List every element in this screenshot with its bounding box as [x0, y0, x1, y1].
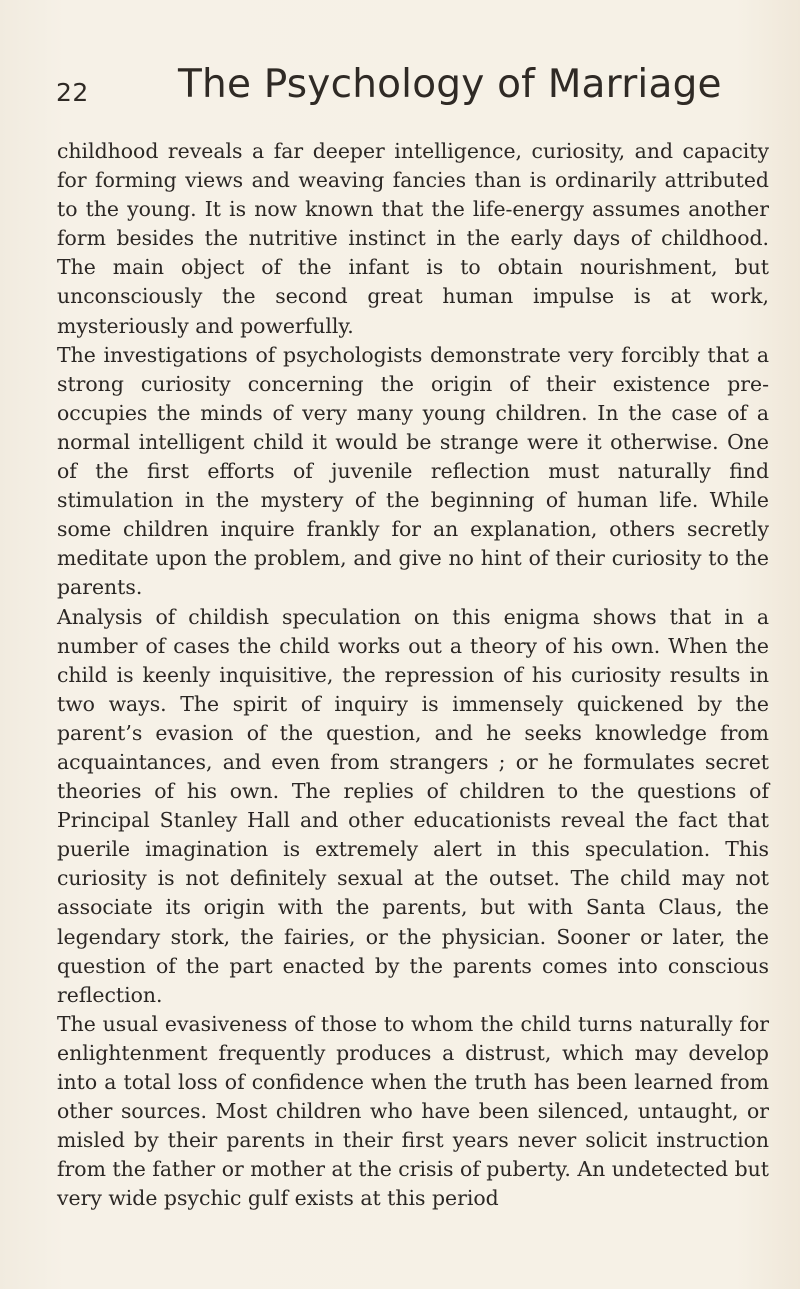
running-title: The Psychology of Marriage [178, 62, 722, 107]
paragraph: The usual evasiveness of those to whom the child turns naturally for enlightenment frequently produces a distrust, which may develop into a total loss of confidence when the truth has been learned from other sources. Most children who have been silenced, untaught, or misled by their parents in their first years never solicit instruction from the father or mother at the crisis of puberty. An undetected but very wide psychic gulf exists at this period [57, 1011, 769, 1211]
paragraph: childhood reveals a far deeper intelligence, curiosity, and capacity for forming views and weaving fancies than is ordinarily attributed to the young. It is now known that the life-energy assumes another form besides the nutritive instinct in the early days of childhood. The main object of the infant is to obtain nourishment, but unconsciously the second great human impulse is at work, mysteriously and powerfully. [57, 139, 769, 338]
paragraph: Analysis of childish speculation on this enigma shows that in a number of cases the child works out a theory of his own. When the child is keenly inquisitive, the repression of his curiosity results in two ways. The spirit of inquiry is immensely quickened by the parent’s evasion of the question, and he seeks knowledge from acquaintances, and even from strangers ; or he formulates secret theories of his own. The replies of children to the questions of Principal Stanley Hall and other educationists reveal the fact that puerile imagination is extremely alert in this speculation. This curiosity is not definitely sexual at the outset. The child may not associate its origin with the parents, but with Santa Claus, the legendary stork, the fairies, or the physician. Sooner or later, the question of the part enacted by the parents comes into conscious reflection. [57, 604, 769, 1007]
body-text [57, 137, 769, 1213]
page-header [56, 62, 756, 132]
page-number: 22 [56, 78, 89, 107]
paragraph: The investigations of psychologists demonstrate very forcibly that a strong curiosity concerning the origin of their existence pre-occupies the minds of very many young children. In the case of a normal intelligent child it would be strange were it otherwise. One of the first efforts of juvenile reflection must naturally find stimulation in the mystery of the beginning of human life. While some children inquire frankly for an explanation, others secretly meditate upon the problem, and give no hint of their curiosity to the parents. [57, 342, 769, 600]
